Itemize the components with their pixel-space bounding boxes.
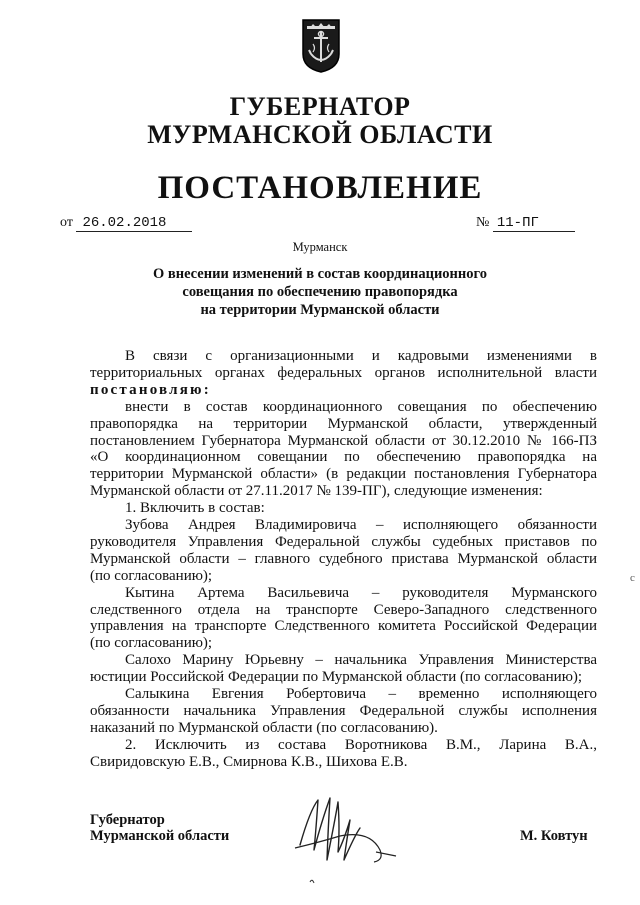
number-prefix: № bbox=[476, 215, 490, 230]
document-type-title: ПОСТАНОВЛЕНИЕ bbox=[157, 170, 483, 206]
body-line: 2. Исключить из состава Воротникова В.М., Ларина В.А., bbox=[125, 736, 597, 753]
body-line: постановляю: bbox=[90, 381, 211, 398]
body-line: территориальных органах федеральных органов исполнительной власти bbox=[90, 364, 597, 381]
body-line: В связи с организационными и кадровыми изменениями в bbox=[125, 348, 597, 364]
signatory-name: М. Ковтун bbox=[520, 828, 588, 844]
body-line: юстиции Российской Федерации по Мурманской области (по согласованию); bbox=[90, 669, 583, 686]
subject-line: О внесении изменений в состав координационного bbox=[152, 266, 487, 282]
body-line: (по согласованию); bbox=[90, 635, 213, 652]
body-line: постановлением Губернатора Мурманской области от 30.12.2010 № 166-ПЗ bbox=[90, 432, 597, 449]
subject-line: совещания по обеспечению правопорядка bbox=[182, 284, 458, 300]
body-line: (по согласованию); bbox=[90, 567, 213, 584]
body-line: Салыкина Евгения Робертовича – временно исполняющего bbox=[125, 686, 597, 702]
edge-mark: с bbox=[630, 572, 635, 584]
issuer-title: ГУБЕРНАТОР bbox=[229, 92, 411, 121]
body-line: руководителя Управления Федеральной службы судебных приставов по bbox=[90, 533, 597, 550]
city-label: Мурманск bbox=[292, 240, 348, 254]
body-line: обязанности начальника Управления Федеральной службы исполнения bbox=[90, 702, 597, 719]
number-field bbox=[476, 215, 575, 232]
signatory-region: Мурманской области bbox=[90, 828, 230, 844]
coat-of-arms-emblem bbox=[301, 18, 341, 74]
body-line: следственного отдела на транспорте Северо-Западного следственного bbox=[90, 601, 597, 618]
body-line: наказаний по Мурманской области (по согласованию). bbox=[90, 719, 438, 736]
body-line: Мурманской области от 27.11.2017 № 139-ПГ), следующие изменения: bbox=[90, 483, 543, 500]
signatory-title: Губернатор bbox=[90, 812, 165, 828]
date-value: 26.02.2018 bbox=[76, 215, 192, 232]
number-value: 11-ПГ bbox=[493, 215, 575, 232]
handwritten-signature bbox=[280, 790, 410, 890]
body-line: «О координационном совещании по обеспечению правопорядка на bbox=[90, 449, 597, 466]
issuer-region: МУРМАНСКОЙ ОБЛАСТИ bbox=[147, 120, 493, 149]
body-line: Зубова Андрея Владимировича – исполняющего обязанности bbox=[125, 517, 597, 533]
body-line: управления на транспорте Следственного комитета Российской Федерации bbox=[90, 618, 597, 635]
date-prefix: от bbox=[60, 215, 73, 230]
body-line: Салохо Марину Юрьевну – начальника Управления Министерства bbox=[125, 652, 597, 669]
body-line: внести в состав координационного совещания по обеспечению bbox=[125, 398, 597, 415]
body-line: территории Мурманской области» (в редакции постановления Губернатора bbox=[90, 466, 597, 483]
body-line: правопорядка на территории Мурманской области, утвержденный bbox=[90, 415, 597, 432]
body-line: Мурманской области – главного судебного пристава Мурманской области bbox=[90, 550, 597, 567]
date-field bbox=[60, 215, 192, 232]
body-line: 1. Включить в состав: bbox=[125, 500, 265, 517]
subject-line: на территории Мурманской области bbox=[200, 302, 440, 318]
body-line: Кытина Артема Васильевича – руководителя Мурманского bbox=[125, 584, 597, 601]
body-line: Свиридовскую Е.В., Смирнова К.В., Шихова Е.В. bbox=[90, 753, 408, 770]
